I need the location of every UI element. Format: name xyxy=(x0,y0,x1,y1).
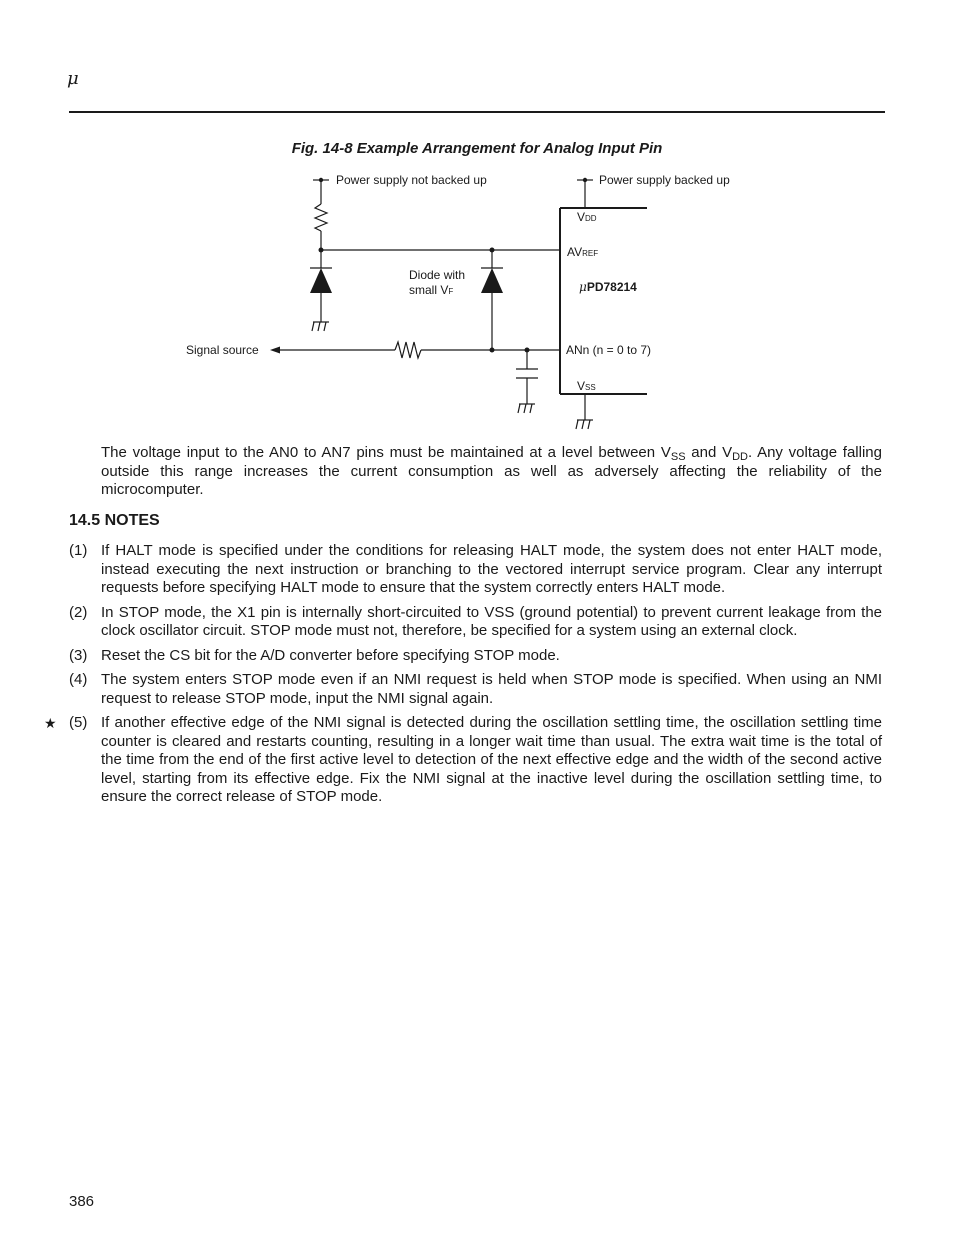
label-avref: AVREF xyxy=(567,245,599,259)
header-rule xyxy=(69,111,885,113)
note-number: (3) xyxy=(69,646,88,664)
note-text: The system enters STOP mode even if an NMI request is held when STOP mode is specified. When using an NMI request to release STOP mode, input the NMI signal again. xyxy=(101,671,882,707)
note-text: If another effective edge of the NMI signal is detected during the oscillation settling time, the oscillation settling time counter is cleared and restarts counting, resulting in a longer wait time than usual. The extra wait time is the total of the time from the end of the first active level to detection of the next effective edge and the width of the second active level, starting from its effective edge. Fix the NMI signal at the inactive level during the oscillation settling time, to ensure the correct release of STOP mode. xyxy=(101,714,882,805)
label-power-backed: Power supply backed up xyxy=(599,173,730,187)
note-item xyxy=(44,714,882,807)
notes-list xyxy=(44,542,882,813)
signal-arrow xyxy=(270,347,280,354)
note-number: (2) xyxy=(69,603,88,621)
page-number: 386 xyxy=(69,1193,95,1210)
label-vdd: VDD xyxy=(577,210,597,224)
note-number: (5) xyxy=(69,714,88,731)
label-vss: VSS xyxy=(577,379,596,393)
note-number: (1) xyxy=(69,542,88,559)
star-icon: ★ xyxy=(44,715,57,731)
label-ann: ANn (n = 0 to 7) xyxy=(566,343,652,357)
label-diode-line2: small VF xyxy=(409,283,454,297)
section-heading: 14.5 NOTES xyxy=(69,512,160,529)
label-diode-line1: Diode with xyxy=(409,268,466,282)
diode-left xyxy=(310,268,332,293)
figure-title: Fig. 14-8 Example Arrangement for Analog Input Pin xyxy=(291,140,663,157)
note-item xyxy=(69,671,882,708)
diode-middle xyxy=(481,268,503,293)
label-signal-source: Signal source xyxy=(186,343,259,357)
note-text: Reset the CS bit for the A/D converter before specifying STOP mode. xyxy=(101,646,560,664)
circuit-diagram xyxy=(0,165,954,437)
label-power-not-backed: Power supply not backed up xyxy=(336,173,487,187)
note-item xyxy=(69,647,882,666)
note-text: If HALT mode is specified under the conditions for releasing HALT mode, the system does not enter HALT mode, instead executing the next instruction or branching to the vectored interrupt service program. Clear any interrupt requests before specifying HALT mode to ensure that the system correctly enters HALT mode. xyxy=(101,542,882,596)
note-item xyxy=(69,542,882,598)
header-mu-symbol: μ xyxy=(67,68,79,89)
note-item xyxy=(69,604,882,641)
label-chip-name: μPD78214 xyxy=(579,280,637,294)
chip-outline xyxy=(560,208,647,394)
body-paragraph: The voltage input to the AN0 to AN7 pins must be maintained at a level between $V_{SS}$ and $V_{DD}$. Any voltage falling outside this range increases the current consumption as well as adversely affecting the reliability of the microcomputer. xyxy=(101,444,882,498)
note-number: (4) xyxy=(69,671,88,688)
note-text: In STOP mode, the X1 pin is internally short-circuited to VSS (ground potential) to prevent current leakage from the clock oscillator circuit. STOP mode must not, therefore, be specified for a system using an external clock. xyxy=(101,603,882,639)
